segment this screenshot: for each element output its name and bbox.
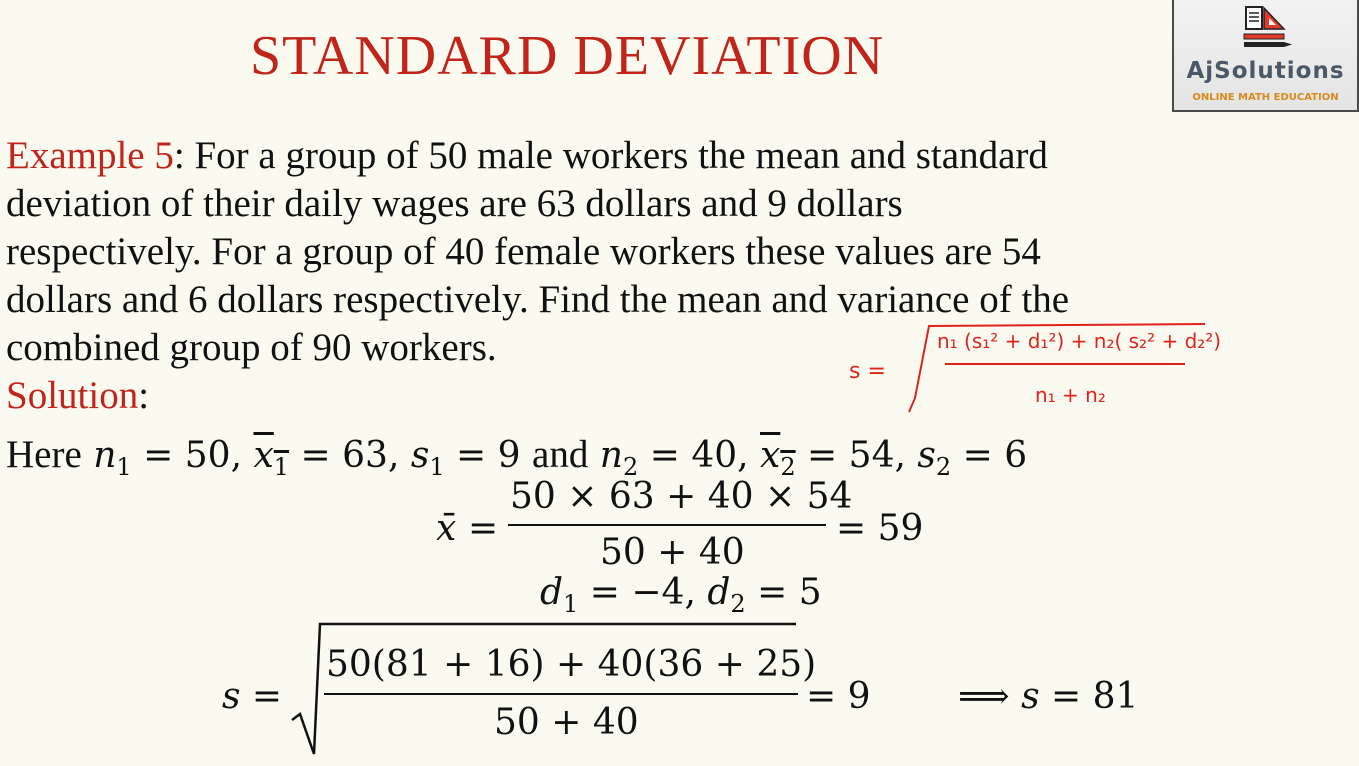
example-label: Example 5 xyxy=(6,134,174,177)
problem-line-1: : For a group of 50 male workers the mean and standard xyxy=(173,134,1048,177)
mean-denominator: 50 + 40 xyxy=(600,532,745,573)
brand-logo xyxy=(1172,0,1359,112)
mean-fraction-bar xyxy=(508,524,826,526)
annotation-numerator: n₁ (s₁² + d₁²) + n₂( s₂² + d₂²) xyxy=(937,329,1222,353)
problem-line-5: combined group of 90 workers. xyxy=(6,326,497,369)
handwritten-annotation xyxy=(845,318,1225,418)
implies-arrow: ⟹ xyxy=(958,676,1010,717)
mean-result: 59 xyxy=(877,508,924,549)
page-title: STANDARD DEVIATION xyxy=(250,25,885,87)
solution-label: Solution xyxy=(6,374,139,417)
sd-numerator: 50(81 + 16) + 40(36 + 25) xyxy=(326,644,817,685)
logo-tagline: ONLINE MATH EDUCATION xyxy=(1192,92,1339,103)
mean-numerator: 50 × 63 + 40 × 54 xyxy=(510,476,853,517)
sd-fraction-bar xyxy=(324,693,798,695)
logo-brand-text: AjSolutions xyxy=(1186,58,1345,84)
problem-line-4: dollars and 6 dollars respectively. Find the mean and variance of the xyxy=(6,278,1070,321)
given-values: Here $n_1 = 50$, $x_1 = 63$, $s_1 = 9$ and $n_2 = 40$, $x_2 = 54$, $s_2 = 6$ xyxy=(6,433,1028,481)
problem-line-3: respectively. For a group of 40 female workers these values are 54 xyxy=(6,230,1041,273)
annotation-lhs: s = xyxy=(849,359,886,384)
annotation-denominator: n₁ + n₂ xyxy=(1035,383,1106,407)
sd-conclusion: 81 xyxy=(1092,676,1139,717)
sd-result: 9 xyxy=(847,676,871,717)
solution-colon: : xyxy=(138,374,150,417)
sd-denominator: 50 + 40 xyxy=(494,702,639,743)
problem-line-2: deviation of their daily wages are 63 dollars and 9 dollars xyxy=(6,182,903,225)
deviations-equation: $d_1 = -4$, $d_2 = 5$ xyxy=(540,572,822,618)
book-triangle-pencil-icon xyxy=(1240,4,1296,58)
